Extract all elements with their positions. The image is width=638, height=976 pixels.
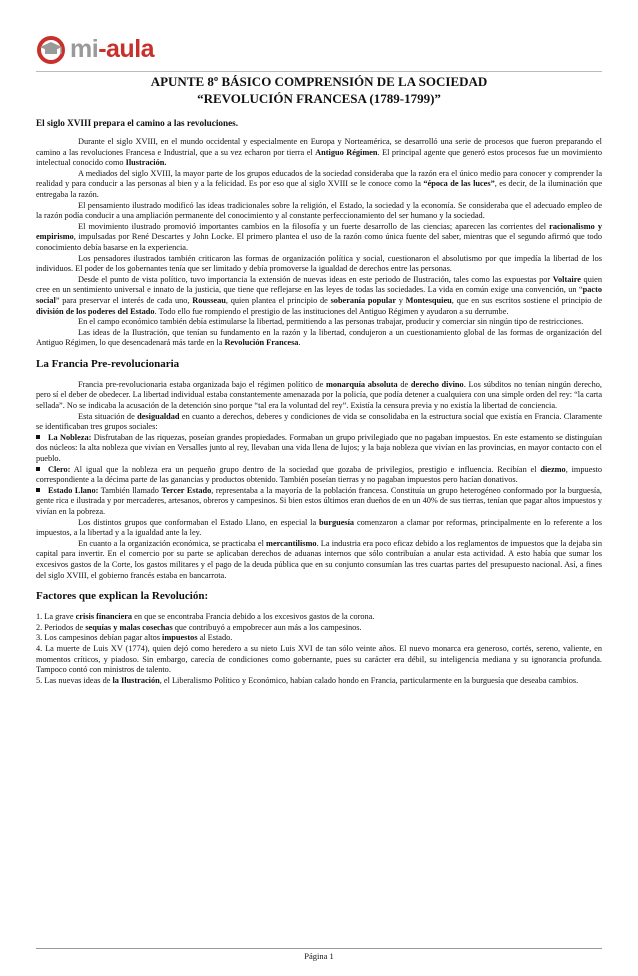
- document-title: [36, 73, 602, 107]
- bold-run: monarquía absoluta: [325, 379, 398, 389]
- logo-dash: -: [98, 35, 107, 63]
- text-run: . Los súbditos no tenían ningún derecho, pero sí el deber de obedecer. La libertad individual estaba constantemente amenazada por la policía, que podía detener a cualquiera con una simple orden del rey: “la carta sellada”. No se indicaba la acusación de la detención sino porque “tal era la voluntad del rey”. Existía la censura previa y no existía la libertad de conciencia.: [36, 379, 602, 411]
- bold-run: Clero:: [48, 464, 71, 474]
- text-run: . La industria era poco eficaz debido a los reglamentos de impuestos que la dejaba sin capital para invertir. En el comercio por su parte se aplicaban derechos de aduanas internos que sólo contribuían a anular esta actividad. A esto había que sumar los excesivos gastos de la Corte, los gastos militares y el pago de la deuda pública que en su conjunto consumían las tres cuartas partes del presupuesto nacional. Así, a fines del siglo XVIII, el gobierno francés estaba en bancarrota.: [36, 538, 602, 580]
- list-item: [36, 644, 602, 676]
- text-run: Disfrutaban de las riquezas, poseían grandes propiedades. Formaban un grupo privilegiado que no pagaban impuestos. En este estamento se distinguían dos núcleos: la alta nobleza que vivían en Versalles junto al rey, llevaban una vida llena de lujos; y la baja nobleza que vivían en las provincias, en mayor contacto con el pueblo.: [36, 432, 603, 464]
- bold-run: derecho divino: [410, 379, 464, 389]
- square-bullet-icon: [36, 435, 40, 439]
- paragraph: [36, 380, 602, 412]
- bold-run: Rousseau: [192, 295, 226, 305]
- list-item: [36, 633, 602, 644]
- bullet-item-estado-llano: [36, 486, 602, 518]
- bullet-text: [36, 486, 602, 516]
- logo-wordmark: [70, 34, 154, 64]
- text-run: , representaba a la mayoría de la población francesa. Constituía un grupo heterogéneo conformado por la burguesía, gente rica e ilustrada y por mercaderes, artesanos, obreros y campesinos. Si bien estos últimos eran dueños de en un 40% de sus tierras, tenían que pagar altos impuestos y vivían en la pobreza.: [36, 485, 602, 516]
- text-run: Francia pre-revolucionaria estaba organizada bajo el régimen político de: [78, 379, 326, 389]
- text-run: quien cree en un sentimiento universal e innato de la justicia, que tiene que reflejarse en las leyes de todas las sociedades. La vida en común exige una convención, un “: [36, 274, 602, 295]
- text-run: Los pensadores ilustrados también criticaron las formas de organización política y social, cuestionaron el absolutismo por que impedía la libertad de los individuos. El poder de los gobernantes tenía que ser limitado y debía promoverse la igualdad de derechos entre las personas.: [36, 253, 602, 274]
- header-rule: [36, 71, 602, 72]
- bold-run: la Ilustración: [112, 675, 160, 685]
- text-run: en que se encontraba Francia debido a los excesivos gastos de la corona.: [132, 612, 375, 622]
- bold-run: La Nobleza:: [48, 432, 92, 442]
- bold-run: racionalismo y empirismo: [36, 221, 602, 242]
- paragraph: [36, 275, 602, 317]
- text-run: , es decir, de la iluminación que entregaba la razón.: [36, 179, 602, 199]
- bold-run: Antiguo Régimen: [315, 147, 378, 157]
- square-bullet-icon: [36, 467, 40, 471]
- text-run: y: [396, 295, 406, 305]
- bold-run: Estado Llano:: [48, 485, 99, 495]
- text-run: , impulsadas por René Descartes y John Locke. El primero plantea el uso de la razón como única fuente del saber, mientras que el segundo afirmó que todo conocimiento debía basarse en la experiencia.: [36, 232, 602, 252]
- text-run: Las ideas de la Ilustración, que tenían su fundamento en la razón y la libertad, condujeron a un cuestionamiento global de las formas de organización del Antiguo Régimen, lo que desencadenará más tarde en la: [36, 327, 602, 348]
- paragraph: [36, 222, 602, 254]
- bold-run: “época de las luces”: [423, 179, 495, 189]
- text-run: . Todo ello fue rompiendo el prestigio de las instituciones del Antiguo Régimen y ayudaron a su derrumbe.: [154, 306, 509, 316]
- list-item: [36, 623, 602, 634]
- paragraph: [36, 412, 602, 433]
- paragraph: [36, 328, 602, 349]
- text-run: El movimiento ilustrado promovió importantes cambios en la filosofía y un fuerte desarrollo de las ciencias; aparecen las corrientes del: [78, 221, 550, 231]
- bold-run: división de los poderes del Estado: [36, 306, 155, 316]
- bold-run: Revolución Francesa: [224, 338, 299, 348]
- bullet-item-nobleza: [36, 433, 602, 465]
- text-run: comenzaron a clamar por reformas, principalmente en lo referente a los impuestos, a la libertad y a la igualdad ante la ley.: [36, 517, 602, 538]
- text-run: En cuanto a la organización económica, se practicaba el: [78, 538, 267, 548]
- text-run: Los distintos grupos que conformaban el Estado Llano, en especial la: [78, 517, 320, 527]
- logo-aula: aula: [106, 35, 155, 63]
- title-line-2: “REVOLUCIÓN FRANCESA (1789-1799)”: [197, 91, 441, 106]
- bold-run: soberanía popular: [330, 295, 397, 305]
- page-number: Página 1: [304, 951, 334, 961]
- bullet-item-clero: [36, 465, 602, 486]
- text-run: ” para preservar el interés de cada uno,: [55, 295, 193, 305]
- text-run: En el campo económico también debía estimularse la libertad, permitiendo a las personas trabajar, producir y comerciar sin ningún tipo de restricciones.: [78, 317, 584, 327]
- text-run: 4. La muerte de Luis XV (1774), quien dejó como heredero a su nieto Luis XVI de tan sólo veinte años. El nuevo monarca era generoso, cortés, sereno, valiente, en momentos críticos, y piadoso. Sin embargo, carecía de condiciones como gobernante, pues su carácter era débil, su inteligencia mediana y su ignorancia profunda. Tampoco contó con ministros de talento.: [36, 643, 602, 675]
- paragraph: [36, 518, 602, 539]
- text-run: 3. Los campesinos debían pagar altos: [36, 633, 163, 643]
- text-run: Esta situación de: [78, 411, 138, 421]
- bold-run: Voltaire: [552, 274, 581, 284]
- text-run: También llamado: [98, 485, 162, 495]
- text-run: de: [397, 379, 411, 389]
- text-run: al Estado.: [197, 633, 233, 643]
- text-run: Durante el siglo XVIII, en el mundo occidental y especialmente en Europa y Norteamérica, se desarrolló una serie de procesos que fueron preparando el camino a las revoluciones Francesa e Industrial, que a su vez echaron por tierra el: [36, 137, 602, 157]
- bold-run: sequías y malas cosechas: [85, 622, 173, 632]
- intro-heading: El siglo XVIII prepara el camino a las revoluciones.: [36, 118, 239, 128]
- bold-run: mercantilismo: [266, 538, 317, 548]
- paragraph: [36, 201, 602, 222]
- paragraph: [36, 254, 602, 275]
- footer-rule: [36, 948, 602, 949]
- text-run: , el Liberalismo Político y Económico, habían calado hondo en Francia, particularmente en la burguesía que deseaba cambios.: [159, 675, 579, 685]
- bold-run: crisis financiera: [75, 612, 133, 622]
- paragraph: [36, 539, 602, 581]
- text-run: Desde el punto de vista político, tuvo importancia la extensión de nuevas ideas en este periodo de Ilustración, tales como las expuestas por: [78, 274, 553, 284]
- bold-run: Ilustración.: [125, 158, 167, 168]
- text-run: en cuanto a derechos, deberes y condiciones de vida se consolidaba en la estructura social que existía en Francia. Claramente se identificaban tres grupos sociales:: [36, 411, 603, 432]
- bullet-text: [36, 465, 602, 485]
- bold-run: burguesía: [319, 517, 355, 527]
- bold-run: pacto social: [36, 285, 602, 305]
- text-run: El pensamiento ilustrado modificó las ideas tradicionales sobre la religión, el Estado, la sociedad y la economía. Se consideraba que el adecuado empleo de la razón podía conducir a una ampliación permanente del conocimiento y al constante perfeccionamiento del ser humano y la sociedad.: [36, 200, 602, 221]
- bold-run: Montesquieu: [405, 295, 452, 305]
- bold-run: diezmo: [540, 464, 566, 474]
- paragraph: [36, 169, 602, 201]
- square-bullet-icon: [36, 488, 40, 492]
- title-line-1: APUNTE 8º BÁSICO COMPRENSIÓN DE LA SOCIEDAD: [150, 74, 488, 89]
- text-run: .: [298, 338, 301, 348]
- list-item: [36, 676, 602, 687]
- mi-aula-logo: [36, 34, 154, 64]
- text-run: que contribuyó a empobrecer aun más a los campesinos.: [172, 622, 362, 632]
- text-run: Al igual que la nobleza era un pequeño grupo dentro de la sociedad que gozaba de privilegios, prestigio e influencia. Recibían el: [70, 464, 541, 474]
- text-run: A mediados del siglo XVIII, la mayor parte de los grupos educados de la sociedad consideraba que la razón era el único medio para conocer y comprender la realidad y para conducir a las personas al bien y a la felicidad. Es por eso que al siglo XVIII se le conoce como la: [36, 168, 602, 189]
- bold-run: desigualdad: [137, 411, 180, 421]
- text-run: , quien plantea el principio de: [225, 295, 331, 305]
- bold-run: impuestos: [162, 633, 198, 643]
- document-body: [36, 118, 602, 686]
- paragraph: [36, 137, 602, 169]
- logo-mi: mi: [70, 35, 99, 63]
- bullet-text: [36, 433, 602, 463]
- list-item: [36, 612, 602, 623]
- text-run: . El principal agente que generó estos procesos fue un movimiento intelectual conocido como: [36, 147, 602, 168]
- section-heading-pre-revolucionaria: La Francia Pre-revolucionaria: [36, 357, 180, 370]
- paragraph: [36, 317, 602, 328]
- section-heading-factores: Factores que explican la Revolución:: [36, 590, 209, 603]
- graduation-cap-icon: [36, 34, 68, 64]
- text-run: , impuesto correspondiente a la décima parte de las ganancias y productos obtenido. También poseían tierras y no pagaban impuestos pero hacían donativos.: [36, 464, 603, 485]
- text-run: , que en sus escritos sostiene el principio de: [451, 295, 603, 305]
- text-run: 2. Periodos de: [36, 622, 86, 632]
- text-run: 5. Las nuevas ideas de: [36, 675, 113, 685]
- text-run: 1. La grave: [36, 612, 76, 622]
- bold-run: Tercer Estado: [161, 485, 212, 495]
